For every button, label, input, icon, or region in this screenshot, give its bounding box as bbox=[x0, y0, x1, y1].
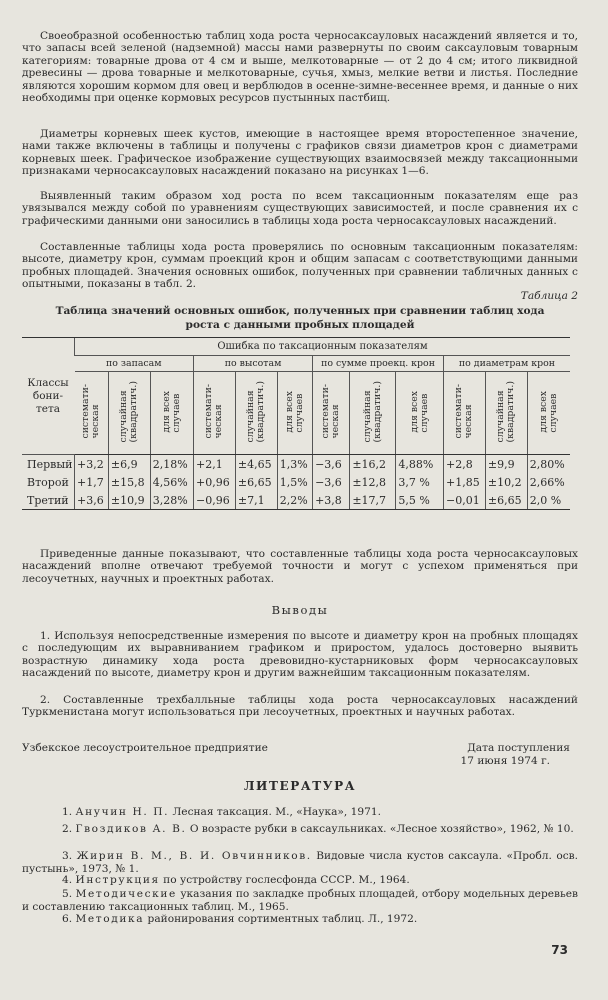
sub-header-systematic: системати- ческая bbox=[313, 372, 350, 455]
group-header-crown-sum: по сумме проекц. крон bbox=[313, 356, 444, 372]
paragraph-5: Приведенные данные показывают, что составленные таблицы хода роста черносаксауловых насаждений вполне отвечают требуемой точности и могут с успехом применяться при лесоучетных, научных и проектных работах. bbox=[22, 548, 578, 585]
cell: ±4,65 bbox=[235, 455, 277, 474]
cell: −0,01 bbox=[443, 491, 485, 510]
sub-header-random: случайная (квадратич.) bbox=[350, 372, 396, 455]
conclusion-2: 2. Составленные трехбалльные таблицы хода роста черносаксауловых насаждений Туркменистана могут использоваться при лесоучетных, проектных и научных работах. bbox=[22, 694, 578, 719]
group-header-height: по высотам bbox=[194, 356, 313, 372]
cell: 2,2% bbox=[277, 491, 312, 510]
received-label: Дата поступления bbox=[467, 742, 570, 754]
row-class: Третий bbox=[22, 491, 75, 510]
table-caption-line-1: Таблица значений основных ошибок, полученных при сравнении таблиц хода bbox=[55, 305, 545, 317]
cell: +3,6 bbox=[75, 491, 109, 510]
sub-header-random: случайная (квадратич.) bbox=[485, 372, 527, 455]
sub-header-all: для всех случаев bbox=[396, 372, 444, 455]
paragraph-4: Составленные таблицы хода роста проверялись по основным таксационным показателям: высоте, диаметру крон, суммам проекций крон и общим запасам с соответствующими данными пробных площадей. Значения основных ошибок, полученных при сравнении табличных данных с опытными, показаны в табл. 2. bbox=[22, 241, 578, 291]
cell: ±6,9 bbox=[108, 455, 150, 474]
cell: ±9,9 bbox=[485, 455, 527, 474]
cell: ±6,65 bbox=[235, 473, 277, 491]
cell: 2,66% bbox=[527, 473, 570, 491]
paragraph-2: Диаметры корневых шеек кустов, имеющие в настоящее время второстепенное значение, нами также включены в таблицы и получены с графиков связи диаметров крон с диаметрами корневых шеек. Графическое изображение существующих взаимосвязей между таксационными признаками черносаксауловых насаждений показано на рисунках 1—6. bbox=[22, 128, 578, 178]
sub-header-systematic: системати- ческая bbox=[443, 372, 485, 455]
table-caption-line-2: роста с данными пробных площадей bbox=[185, 319, 415, 331]
cell: 4,56% bbox=[150, 473, 193, 491]
cell: ±10,9 bbox=[108, 491, 150, 510]
reference-item: 4. Инструкция по устройству гослесфонда СССР. М., 1964. bbox=[62, 874, 410, 886]
cell: −3,6 bbox=[313, 473, 350, 491]
cell: +2,8 bbox=[443, 455, 485, 474]
cell: +2,1 bbox=[194, 455, 236, 474]
sub-header-random: случайная (квадратич.) bbox=[108, 372, 150, 455]
cell: 5,5 % bbox=[396, 491, 444, 510]
cell: 4,88% bbox=[396, 455, 444, 474]
sub-header-systematic: системати- ческая bbox=[75, 372, 109, 455]
institution: Узбекское лесоустроительное предприятие bbox=[22, 742, 268, 754]
cell: ±6,65 bbox=[485, 491, 527, 510]
cell: 3,28% bbox=[150, 491, 193, 510]
reference-item: 1. Анучин Н. П. Лесная таксация. М., «Наука», 1971. bbox=[62, 806, 381, 818]
cell: 3,7 % bbox=[396, 473, 444, 491]
reference-item: 6. Методика районирования сортиментных таблиц. Л., 1972. bbox=[62, 913, 418, 925]
group-header-stock: по запасам bbox=[75, 356, 194, 372]
sub-header-random: случайная (квадратич.) bbox=[235, 372, 277, 455]
cell: ±16,2 bbox=[350, 455, 396, 474]
reference-item: 2. Гвоздиков А. В. О возрасте рубки в саксаульниках. «Лесное хозяйство», 1962, № 10. bbox=[62, 823, 574, 835]
stub-header: Классы бони- тета bbox=[22, 338, 75, 455]
paragraph-3: Выявленный таким образом ход роста по всем таксационным показателям еще раз увязывался между собой по уравнениям существующих зависимостей, и после сравнения их с графическими данными они заносились в таблицы хода роста черносаксауловых насаждений. bbox=[22, 190, 578, 227]
reference-item: 3. Жирин В. М., В. И. Овчинников. Видовые числа кустов саксаула. «Пробл. осв. пустынь», 1973, № 1. bbox=[22, 850, 579, 875]
received-date: 17 июня 1974 г. bbox=[460, 755, 550, 767]
cell: −0,96 bbox=[194, 491, 236, 510]
sub-header-all: для всех случаев bbox=[277, 372, 312, 455]
sub-header-all: для всех случаев bbox=[150, 372, 193, 455]
cell: +1,85 bbox=[443, 473, 485, 491]
reference-item: 5. Методические указания по закладке пробных площадей, отбору модельных деревьев и составлению таксационных таблиц. М., 1965. bbox=[22, 888, 578, 913]
conclusion-1: 1. Используя непосредственные измерения по высоте и диаметру крон на пробных площадях с последующим их выравниванием графиком и приростом, удалось достоверно выявить возрастную динамику хода роста древовидно-кустарниковых форм черносаксауловых насаждений по высоте, диаметру крон и другим важнейшим таксационным показателям. bbox=[22, 630, 578, 680]
page-number: 73 bbox=[551, 943, 568, 957]
cell: +3,2 bbox=[75, 455, 109, 474]
cell: −3,6 bbox=[313, 455, 350, 474]
table-row bbox=[22, 473, 570, 491]
row-class: Второй bbox=[27, 475, 69, 489]
cell: ±7,1 bbox=[235, 491, 277, 510]
references-heading: ЛИТЕРАТУРА bbox=[243, 779, 357, 793]
group-header-crown-diameter: по диаметрам крон bbox=[443, 356, 570, 372]
error-table bbox=[22, 337, 570, 510]
cell: ±12,8 bbox=[350, 473, 396, 491]
cell: 2,80% bbox=[527, 455, 570, 474]
cell: +0,96 bbox=[194, 473, 236, 491]
paragraph-1: Своеобразной особенностью таблиц хода роста черносаксауловых насаждений является и то, что запасы всей зеленой (надземной) массы нами развернуты по своим саксауловым товарным категориям: товарные дрова от 4 см и выше, мелкотоварные — от 2 до 4 см; итого ликвидной древесины — дрова товарные и мелкотоварные, сучья, хмыз, мелкие ветви и листья. Последние являются хорошим кормом для овец и верблюдов в осенне-зимне-весеннее время, и данные о них необходимы при оценке кормовых ресурсов пустынных пастбищ. bbox=[22, 30, 578, 105]
row-class: Первый bbox=[27, 457, 73, 471]
main-header: Ошибка по таксационным показателям bbox=[75, 338, 571, 356]
cell: 2,18% bbox=[150, 455, 193, 474]
cell: 1,5% bbox=[277, 473, 312, 491]
table-row bbox=[22, 491, 570, 510]
cell: ±15,8 bbox=[108, 473, 150, 491]
cell: ±17,7 bbox=[350, 491, 396, 510]
conclusions-heading: Выводы bbox=[271, 603, 329, 617]
sub-header-systematic: системати- ческая bbox=[194, 372, 236, 455]
table-row bbox=[22, 455, 570, 474]
cell: 1,3% bbox=[277, 455, 312, 474]
sub-header-all: для всех случаев bbox=[527, 372, 570, 455]
cell: 2,0 % bbox=[527, 491, 570, 510]
table-label: Таблица 2 bbox=[520, 290, 578, 302]
cell: +1,7 bbox=[75, 473, 109, 491]
cell: +3,8 bbox=[313, 491, 350, 510]
cell: ±10,2 bbox=[485, 473, 527, 491]
